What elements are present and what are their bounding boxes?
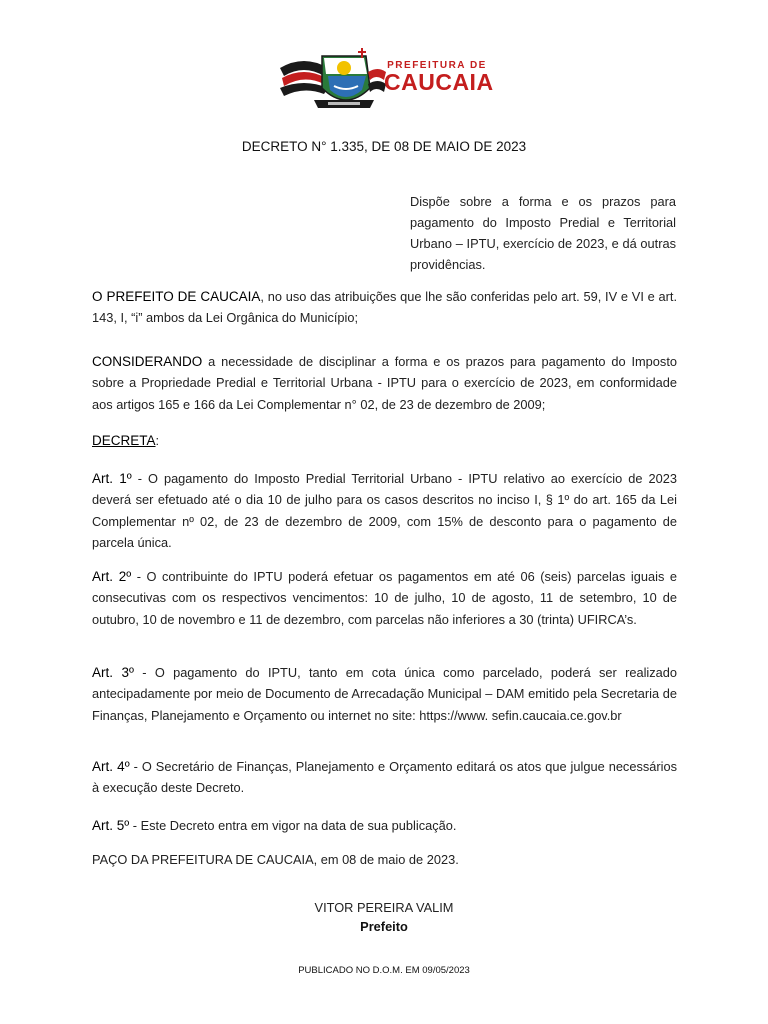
considerando-paragraph [92,351,677,415]
publication-note: PUBLICADO NO D.O.M. EM 09/05/2023 [298,965,470,976]
article-text: - O Secretário de Finanças, Planejamento e Orçamento editará os atos que julgue necessários à execução deste Decreto. [92,759,677,796]
article-text: - O contribuinte do IPTU poderá efetuar os pagamentos em até 06 (seis) parcelas iguais e consecutivas com os respectivos vencimentos: 10 de julho, 10 de agosto, 11 de setembro, 10 de outubro, 10 de novembro e 11 de dezembro, com parcelas não inferiores a 30 (trinta) UFIRCA’s. [92,569,677,627]
article-label: Art. 2º [92,569,132,584]
considerando-lead: CONSIDERANDO [92,354,203,369]
decreta-heading [92,430,677,451]
article-4 [92,756,677,799]
article-label: Art. 3º [92,665,134,680]
signatory-role: Prefeito [360,919,408,934]
article-label: Art. 5º [92,818,130,833]
article-label: Art. 1º [92,471,132,486]
article-text: - O pagamento do Imposto Predial Territorial Urbano - IPTU relativo ao exercício de 2023 deverá ser efetuado até o dia 10 de julho para os casos descritos no inciso I, § 1º do art. 165 da Lei Complementar nº 02, de 23 de dezembro de 2009, com 15% de desconto para o pagamento de parcela única. [92,471,677,551]
article-1 [92,468,677,554]
signatory-name: VITOR PEREIRA VALIM [314,900,454,915]
article-label: Art. 4º [92,759,130,774]
article-5 [92,815,677,836]
decree-title: DECRETO N° 1.335, DE 08 DE MAIO DE 2023 [241,139,527,154]
preamble-lead: O PREFEITO DE CAUCAIA [92,289,261,304]
article-text: - Este Decreto entra em vigor na data de sua publicação. [129,818,457,833]
logo-text-prefeitura: PREFEITURA DE [387,60,487,71]
preamble-paragraph [92,286,677,329]
considerando-text: a necessidade de disciplinar a forma e os prazos para pagamento do Imposto sobre a Propriedade Predial e Territorial Urbana - IPTU para o exercício de 2023, em conformidade aos artigos 165 e 166 da Lei Complementar n° 02, de 23 de dezembro de 2009; [92,354,677,412]
preamble-text: , no uso das atribuições que lhe são conferidas pelo art. 59, IV e VI e art. 143, I, “i” ambos da Lei Orgânica do Município; [92,289,678,326]
logo-text-caucaia: CAUCAIA [384,69,494,95]
ementa: Dispõe sobre a forma e os prazos para pagamento do Imposto Predial e Territorial Urbano – IPTU, exercício de 2023, e dá outras providências. [410,194,676,272]
prefeitura-logo [274,42,494,120]
closing-line: PAÇO DA PREFEITURA DE CAUCAIA, em 08 de maio de 2023. [92,852,459,867]
article-2 [92,566,677,630]
article-3 [92,662,677,726]
decreta-label: DECRETA [92,433,156,448]
article-text: - O pagamento do IPTU, tanto em cota única como parcelado, poderá ser realizado antecipadamente por meio de Documento de Arrecadação Municipal – DAM emitido pela Secretaria de Finanças, Planejamento e Orçamento ou internet no site: https://www. sefin.caucaia.ce.gov.br [92,665,677,723]
decreta-colon: : [155,433,160,448]
